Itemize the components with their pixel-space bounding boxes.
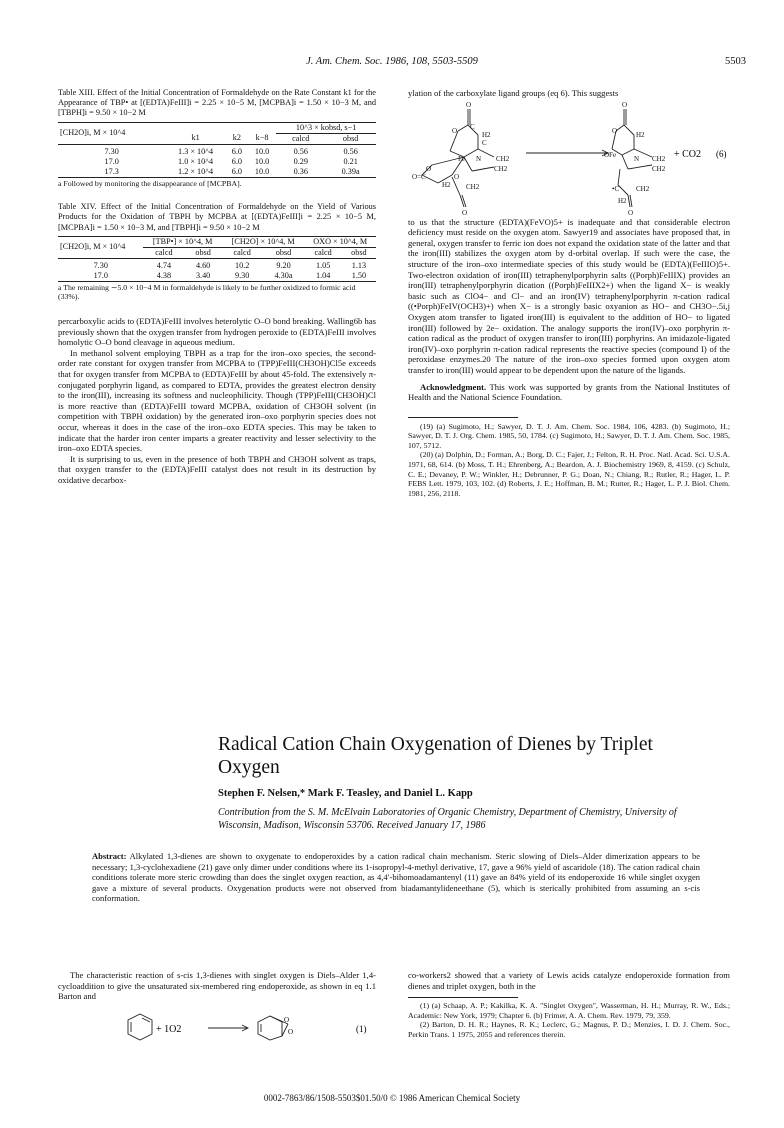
body-paragraph: co-workers2 showed that a variety of Lewis acids catalyze endoperoxide formation from dienes and triplet oxygen, both in the xyxy=(408,970,730,991)
table-cell: 9.30 xyxy=(235,270,250,280)
svg-text:H2: H2 xyxy=(636,130,645,139)
table14-head: calcd xyxy=(155,247,173,257)
svg-text:H2: H2 xyxy=(442,180,451,189)
svg-text:O: O xyxy=(454,172,460,181)
svg-text:CH2: CH2 xyxy=(494,164,508,173)
svg-text:CH2: CH2 xyxy=(496,154,510,163)
svg-text:O: O xyxy=(452,126,458,135)
table14-group-head: [CH2O] × 10^4, M xyxy=(222,237,305,248)
table14-head: obsd xyxy=(351,247,367,257)
table-row xyxy=(58,261,376,271)
body-paragraph: to us that the structure (EDTA)(FeVO)5+ is inadequate and that considerable electron deficiency must reside on the oxygen atom. Sawyer19 and associates have proposed that, in general, oxygen transfer to ferric ion does not expand the oxidation state of the latter and that the iron(III) stabilizes the oxygen atom by d-orbital overlap. If such were the case, the structure of the iron–oxo intermediate species of this study would be (EDTA)(FeIIIO)5+. Two-electron oxidation of iron(III) tetraphenylporphyrin salts ((Porph)FeIIIX) provides an iron(III) tetraphenylporphyrin dication ((Porph)FeIIIX2+) when the ligand X− is weakly basic such as ClO4− and Cl− and an iron(IV) tetraphenylporphyrin π-cation radical ((•Porph)FeIV(OCH3)+) when X− is a strongly basic oxyanion as HO− and CH3O−.5i,j Oxygen atom transfer to ligated iron(III) is equivalent to the addition of HO− to ligated iron(III) followed by 2e− oxidation. The analogy supports the iron(IV)–oxo porphyrin π-cation radical as the product of oxygen transfer to iron(III) porphyrins. An imidazole-ligated iron(IV)–oxo porphyrin π-cation radical represents the reactive species (compound I) of the peroxidase enzymes.20 The nature of the iron–oxo species formed upon oxygen atom transfer to iron(III) would appear to be dependent upon the nature of the ligands. xyxy=(408,216,730,375)
svg-text:O: O xyxy=(288,1027,294,1036)
table-cell: 9.20 xyxy=(276,260,291,270)
table-row xyxy=(58,147,376,157)
svg-text:N: N xyxy=(476,154,482,163)
body-paragraph: percarboxylic acids to (EDTA)FeIII involves heterolytic O–O bond breaking. Walling6b has previously shown that the oxygen transfer from hydrogen peroxide to (EDTA)FeIII involves homolytic O–O bond cleavage in aqueous medium. xyxy=(58,316,376,348)
svg-text:O=C: O=C xyxy=(412,172,426,181)
table-cell: 7.30 xyxy=(104,146,119,156)
abstract-label: Abstract: xyxy=(92,851,127,861)
intro-right-column xyxy=(408,970,730,1040)
table-cell: 1.04 xyxy=(315,270,331,280)
table-cell: 1.50 xyxy=(351,270,367,280)
table-cell: 4.60 xyxy=(195,260,211,270)
table-cell: 6.0 xyxy=(231,166,242,176)
table-cell: 10.0 xyxy=(254,146,270,156)
svg-text:C: C xyxy=(482,138,487,147)
table-cell: 0.21 xyxy=(343,156,358,166)
table13-col-head: [CH2O]i, M × 10^4 xyxy=(60,128,126,138)
abstract xyxy=(92,851,700,904)
table-cell: 0.39a xyxy=(341,166,360,176)
table-cell: 1.2 × 10^4 xyxy=(178,166,214,176)
edta-iron-oxo-structure xyxy=(408,99,730,217)
reference: (20) (a) Dolphin, D.; Forman, A.; Borg, D. C.; Fajer, J.; Felton, R. H. Proc. Natl. Acad. Sci. U.S.A. 1971, 68, 614. (b) Moss, T. H.; Ehrenberg, A.; Beardon, A. J. Biochemistry 1969, 8, 4159. (c) Schulz, C. E.; Devaney, P. W.; Winkler, H.; Debrunner, P. G.; Doan, N.; Chiang, R.; Rutler, R.; Hager, L. P. FEBS Lett. 1979, 103, 102. (d) Roberts, J. E.; Hoffman, B. M.; Rutter, R.; Hager, L. P. J. Biol. Chem. 1981, 256, 2118. xyxy=(408,450,730,498)
footnote: (1) (a) Schaap, A. P.; Kakilka, K. A. "Singlet Oxygen", Wasserman, H. H.; Murray, R. W., Eds.; Academic: New York, 1979; Chapter 6. (b) Frimer, A. A. Chem. Rev. 1979, 79, 359. xyxy=(408,1001,730,1020)
table13 xyxy=(58,123,376,177)
table14-head: calcd xyxy=(314,247,332,257)
table13-group-head: 10^3 × kobsd, s−1 xyxy=(276,123,376,134)
abstract-text: Alkylated 1,3-dienes are shown to oxygenate to endoperoxides by a cation radical chain mechanism. Steric slowing of Diels–Alder dimerization appears to be necessary; 1,3-cyclohexadiene (21) gave only dimer under conditions where its 1-isopropyl-4-methyl derivative, 17, gave a 96% yield of ascaridole (18). The cation radical chain conditions tolerate more steric crowding than does the singlet oxygen reaction, as 4,4′-bihomoadamantenyl (11) gave an 84% yield of its endoperoxide 16 while singlet oxygen gave a mixture of several products. Oxygenation products were not observed from biadamantylideneethane (5), which is sterically prohibited from assuming an s-cis conformation. xyxy=(92,851,700,904)
table14-group-head: OXO × 10^4, M xyxy=(305,237,377,248)
body-paragraph: It is surprising to us, even in the presence of both TBPH and CH3OH solvent as traps, that oxygen transfer to the (EDTA)FeIII catalyst does not result in its destruction by oxidative decarbox- xyxy=(58,453,376,485)
svg-text:C: C xyxy=(470,122,475,131)
body-paragraph: ylation of the carboxylate ligand groups (eq 6). This suggests xyxy=(408,88,619,98)
svg-text:Fe: Fe xyxy=(458,154,465,163)
table-cell: 4.38 xyxy=(156,270,172,280)
svg-text:O: O xyxy=(466,100,472,109)
svg-text:CH2: CH2 xyxy=(652,154,666,163)
body-paragraph: In methanol solvent employing TBPH as a trap for the iron–oxo species, the second-order rate constant for oxygen transfer from MCPBA to (TPP)FeIII(CH3OH)Cl5e exceeds that for oxygen transfer from MCPBA to (EDTA)FeIII by about 45-fold. The extensively π-conjugated porphyrin ligand, as compared to EDTA, provides the greatest electron density to the iron(III), increasing its softness and nucleophilicity. Though (TPP)FeIII(CH3OH)Cl is more reactive than (EDTA)FeIII toward MCPBA, oxidation of CH3OH solvent (in competition with TBPH oxidation) by the generated iron–oxo porphyrin species does not occur, whereas it does in the case of the iron–oxo EDTA species. This may be taken to indicate that the harder iron center imparts a greater reactivity and lesser selectivity to the iron–oxo EDTA species. xyxy=(58,347,376,454)
table-cell: 4.74 xyxy=(156,260,172,270)
svg-text:O: O xyxy=(622,100,628,109)
svg-text:H2: H2 xyxy=(482,130,491,139)
table-row xyxy=(58,271,376,281)
table14-head: calcd xyxy=(233,247,251,257)
page-number: 5503 xyxy=(725,56,746,67)
acknowledgment xyxy=(408,382,730,403)
table-cell: 0.36 xyxy=(293,166,308,176)
table-row xyxy=(58,157,376,167)
table13-head: calcd xyxy=(292,133,310,143)
footnote: (2) Barton, D. H. R.; Haynes, R. K.; Leclerc, G.; Magnus, P. D.; Menzies, I. D. J. Chem. Soc., Perkin Trans. 1 1975, 2055 and references therein. xyxy=(408,1020,730,1039)
table-cell: 17.0 xyxy=(93,270,108,280)
svg-text:CH2: CH2 xyxy=(636,184,650,193)
equation-number: (1) xyxy=(356,1023,367,1034)
table-cell: 17.0 xyxy=(104,156,119,166)
table14 xyxy=(58,237,376,281)
scheme-eq6 xyxy=(408,99,730,217)
table13-head: obsd xyxy=(342,133,359,143)
left-column xyxy=(58,88,376,486)
svg-text:O: O xyxy=(426,164,432,173)
table-cell: 0.56 xyxy=(293,146,308,156)
table-cell: 1.13 xyxy=(351,260,367,270)
table13-head: k1 xyxy=(191,133,200,143)
svg-text:O: O xyxy=(612,126,618,135)
svg-text:CH2: CH2 xyxy=(652,164,666,173)
table13-head: k2 xyxy=(232,133,241,143)
article-authors: Stephen F. Nelsen,* Mark F. Teasley, and Daniel L. Kapp xyxy=(218,788,473,799)
table-row xyxy=(58,167,376,177)
acknowledgment-text: This work was supported by grants from the National Institutes of Health and the National Science Foundation. xyxy=(408,381,730,403)
eq1-reagent: + 1O2 xyxy=(156,1023,182,1035)
acknowledgment-label: Acknowledgment. xyxy=(420,381,487,392)
article-affiliation: Contribution from the S. M. McElvain Laboratories of Organic Chemistry, Department of Chemistry, University of Wisconsin, Madison, Wisconsin 53706. Received January 17, 1986 xyxy=(218,807,677,831)
equation-1 xyxy=(58,1006,376,1046)
table-cell: 17.3 xyxy=(104,166,119,176)
table14-group-head: [TBP•] × 10^4, M xyxy=(143,237,221,248)
table-cell: 1.0 × 10^4 xyxy=(178,156,214,166)
right-column xyxy=(408,88,730,498)
table-cell: 10.0 xyxy=(254,166,270,176)
table14-head: obsd xyxy=(195,247,211,257)
table-cell: 1.05 xyxy=(315,260,331,270)
copyright-footer: 0002-7863/86/1508-5503$01.50/0 © 1986 American Chemical Society xyxy=(263,1093,521,1103)
table-cell: 10.0 xyxy=(254,156,270,166)
table-cell: 0.56 xyxy=(343,146,358,156)
table-cell: 1.3 × 10^4 xyxy=(178,146,214,156)
diene-endoperoxide-scheme xyxy=(58,1006,376,1046)
svg-text:O: O xyxy=(628,208,634,217)
article-title: Radical Cation Chain Oxygenation of Dienes by Triplet Oxygen xyxy=(218,734,653,778)
svg-text:O: O xyxy=(284,1015,290,1024)
intro-left-column xyxy=(58,970,376,1046)
table13-head: k−8 xyxy=(255,133,269,143)
table14-footnote: a The remaining ∼5.0 × 10−4 M in formaldehyde is likely to be further oxidized to formic acid (33%). xyxy=(58,282,356,302)
table14-head: obsd xyxy=(275,247,292,257)
svg-text:H2: H2 xyxy=(618,196,627,205)
svg-text:•C: •C xyxy=(612,184,620,193)
table14-col-head: [CH2O]i, M × 10^4 xyxy=(60,242,126,252)
table-cell: 6.0 xyxy=(231,156,242,166)
table-cell: 4.30a xyxy=(274,270,293,280)
table-cell: 3.40 xyxy=(195,270,211,280)
table13-caption: Table XIII. Effect of the Initial Concentration of Formaldehyde on the Rate Constant k1 for the Appearance of TBP• at [(EDTA)FeIII]i = 2.25 × 10−5 M, [MCPBA]i = 1.50 × 10−3 M, and [TBPH]i = 9.50 × 10−2 M xyxy=(58,88,376,118)
equation-number: (6) xyxy=(716,148,727,159)
svg-text:O: O xyxy=(462,208,468,217)
running-title: J. Am. Chem. Soc. 1986, 108, 5503-5509 xyxy=(306,56,478,67)
svg-text:CH2: CH2 xyxy=(466,182,480,191)
table-cell: 6.0 xyxy=(231,146,242,156)
table-cell: 7.30 xyxy=(93,260,108,270)
scheme-product: + CO2 xyxy=(674,148,702,160)
table-cell: 0.29 xyxy=(293,156,308,166)
table14-caption: Table XIV. Effect of the Initial Concentration of Formaldehyde on the Yield of Various Products for the Oxidation of TBPH by MCPBA at [(EDTA)FeIII]i = 2.25 × 10−5 M, [MCPBA]i = 1.50 × 10−3 M, and [TBPH]i = 9.50 × 10−2 M xyxy=(58,202,376,232)
table13-footnote: a Followed by monitoring the disappearance of [MCPBA]. xyxy=(58,178,242,188)
reference: (19) (a) Sugimoto, H.; Sawyer, D. T. J. Am. Chem. Soc. 1984, 106, 4283. (b) Sugimoto, H.; Sawyer, D. T. J. Org. Chem. 1985, 50, 1784. (c) Sugimoto, H.; Sawyer, D. T. J. Am. Chem. Soc. 1985, 107, 5712. xyxy=(408,421,730,450)
svg-text:N: N xyxy=(634,154,640,163)
table-cell: 10.2 xyxy=(235,260,250,270)
body-paragraph: The characteristic reaction of s-cis 1,3-dienes with singlet oxygen is Diels–Alder 1,4-cycloaddition to give the unsaturated six-membered ring endoperoxide, as shown in eq 1.1 Barton and xyxy=(58,970,376,1002)
svg-text:OFe: OFe xyxy=(604,150,617,159)
